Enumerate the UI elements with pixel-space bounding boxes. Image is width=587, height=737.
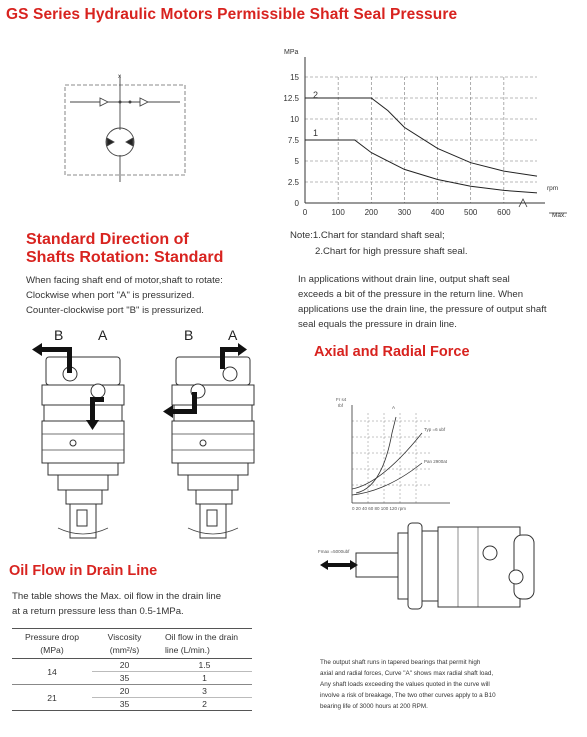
y-tick-label: 2.5 — [287, 178, 299, 187]
header-viscosity: Viscosity (mm²/s) — [107, 631, 142, 655]
oil-flow-heading: Oil Flow in Drain Line — [9, 563, 158, 579]
svg-text:Typ =6 ubf: Typ =6 ubf — [424, 427, 446, 432]
cell-viscosity: 20 — [92, 659, 157, 672]
axial-line-4: involve a risk of breakage, The two other curves apply to a B10 — [320, 692, 496, 699]
drain-line-1: In applications without drain line, output shaft seal — [298, 274, 510, 285]
axial-line-5: bearing life of 3000 hours at 200 RPM. — [320, 703, 428, 710]
header-pressure: Pressure drop (MPa) — [25, 631, 79, 655]
oil-flow-intro — [12, 589, 221, 619]
axial-paragraph — [320, 657, 496, 712]
rotation-heading — [26, 231, 223, 267]
x-max-label: Max. — [552, 212, 567, 219]
port-b-label: B — [54, 327, 64, 343]
drain-line-4: seal equals the pressure in drain line. — [298, 319, 457, 330]
cell-viscosity: 35 — [92, 698, 157, 711]
port-a-label: A — [98, 327, 108, 343]
x-tick-label: 400 — [430, 208, 445, 217]
y-axis-unit: MPa — [284, 49, 299, 56]
note-line-1: Note:1.Chart for standard shaft seal; — [290, 230, 445, 241]
svg-text:0 20 40 60 80 100 120: 0 20 40 60 80 100 120 rpm — [352, 506, 407, 511]
cell-flow: 3 — [157, 685, 252, 698]
drain-line-2: exceeds a bit of the pressure in the return line. When — [298, 289, 524, 300]
series-line-1 — [305, 140, 537, 193]
y-tick-label: 15 — [290, 73, 299, 82]
cell-pressure: 14 — [12, 659, 92, 685]
table-row — [12, 685, 252, 698]
rotation-heading-line-1: Standard Direction of — [26, 231, 189, 248]
oil-flow-intro-line-2: at a return pressure less than 0.5-1MPa. — [12, 606, 184, 617]
rotation-text — [26, 273, 223, 318]
y-tick-label: 10 — [290, 115, 299, 124]
x-tick-label: 600 — [497, 208, 511, 217]
cell-flow: 1.5 — [157, 659, 252, 672]
x-tick-label: 0 — [302, 208, 308, 217]
rotation-heading-line-2: Shafts Rotation: Standard — [26, 249, 224, 266]
chart-notes — [290, 228, 468, 260]
curve-label-1: 1 — [313, 128, 319, 138]
rotation-line-2: Clockwise when port "A" is pressurized. — [26, 290, 195, 301]
svg-text:Ibf: Ibf — [338, 403, 344, 408]
note-line-2: 2.Chart for high pressure shaft seal. — [315, 246, 468, 257]
y-tick-label: 5 — [294, 157, 299, 166]
y-tick-label: 12.5 — [283, 94, 299, 103]
motor-side-view — [318, 515, 538, 635]
y-tick-label: 7.5 — [287, 136, 299, 145]
table-header-row — [12, 629, 252, 659]
svg-text:Pan 2900at: Pan 2900at — [424, 459, 448, 464]
svg-text:Fr s4: Fr s4 — [336, 397, 347, 402]
y-tick-labels — [283, 73, 299, 208]
cell-flow: 1 — [157, 672, 252, 685]
port-a-label-2: A — [228, 327, 238, 343]
page-title: GS Series Hydraulic Motors Permissible Shaft Seal Pressure — [6, 6, 458, 23]
curve-label-2: 2 — [313, 90, 319, 100]
header-flow: Oil flow in the drain line (L/min.) — [165, 631, 239, 655]
force-chart — [332, 393, 460, 513]
cell-pressure: 21 — [12, 685, 92, 711]
pressure-chart — [275, 45, 580, 225]
cell-viscosity: 20 — [92, 685, 157, 698]
motor-drawing-counterclockwise — [158, 322, 278, 544]
svg-text:x: x — [118, 74, 121, 80]
motor-drawing-clockwise — [28, 322, 148, 544]
chart-axes — [305, 57, 567, 213]
cell-flow: 2 — [157, 698, 252, 711]
x-tick-label: 200 — [364, 208, 378, 217]
hydraulic-schematic — [60, 70, 190, 190]
oil-flow-table — [12, 628, 252, 711]
table-row — [12, 659, 252, 672]
rotation-line-3: Counter-clockwise port "B" is pressurized. — [26, 305, 204, 316]
rotation-line-1: When facing shaft end of motor,shaft to rotate: — [26, 275, 223, 286]
svg-text:Fmax =5000ubf: Fmax =5000ubf — [318, 549, 350, 554]
x-tick-labels — [303, 208, 511, 217]
x-axis-unit: rpm — [547, 185, 559, 192]
chart-series — [305, 98, 537, 193]
x-tick-label: 100 — [331, 208, 345, 217]
x-tick-label: 300 — [397, 208, 412, 217]
axial-line-2: axial and radial forces, Curve "A" shows max radial shaft load, — [320, 670, 494, 677]
y-tick-label: 0 — [294, 199, 299, 208]
series-line-2 — [305, 98, 537, 176]
x-tick-label: 500 — [464, 208, 478, 217]
axial-line-3: Any shaft loads exceeding the values quoted in the curve will — [320, 681, 490, 688]
port-b-label-2: B — [184, 327, 194, 343]
cell-viscosity: 35 — [92, 672, 157, 685]
oil-flow-intro-line-1: The table shows the Max. oil flow in the drain line — [12, 591, 222, 602]
drain-paragraph — [298, 272, 547, 332]
axial-line-1: The output shaft runs in tapered bearings that permit high — [320, 659, 481, 666]
axial-heading: Axial and Radial Force — [314, 344, 470, 360]
svg-text:A: A — [392, 405, 396, 410]
drain-line-3: applications use the drain line, the pressure of output shaft — [298, 304, 547, 315]
